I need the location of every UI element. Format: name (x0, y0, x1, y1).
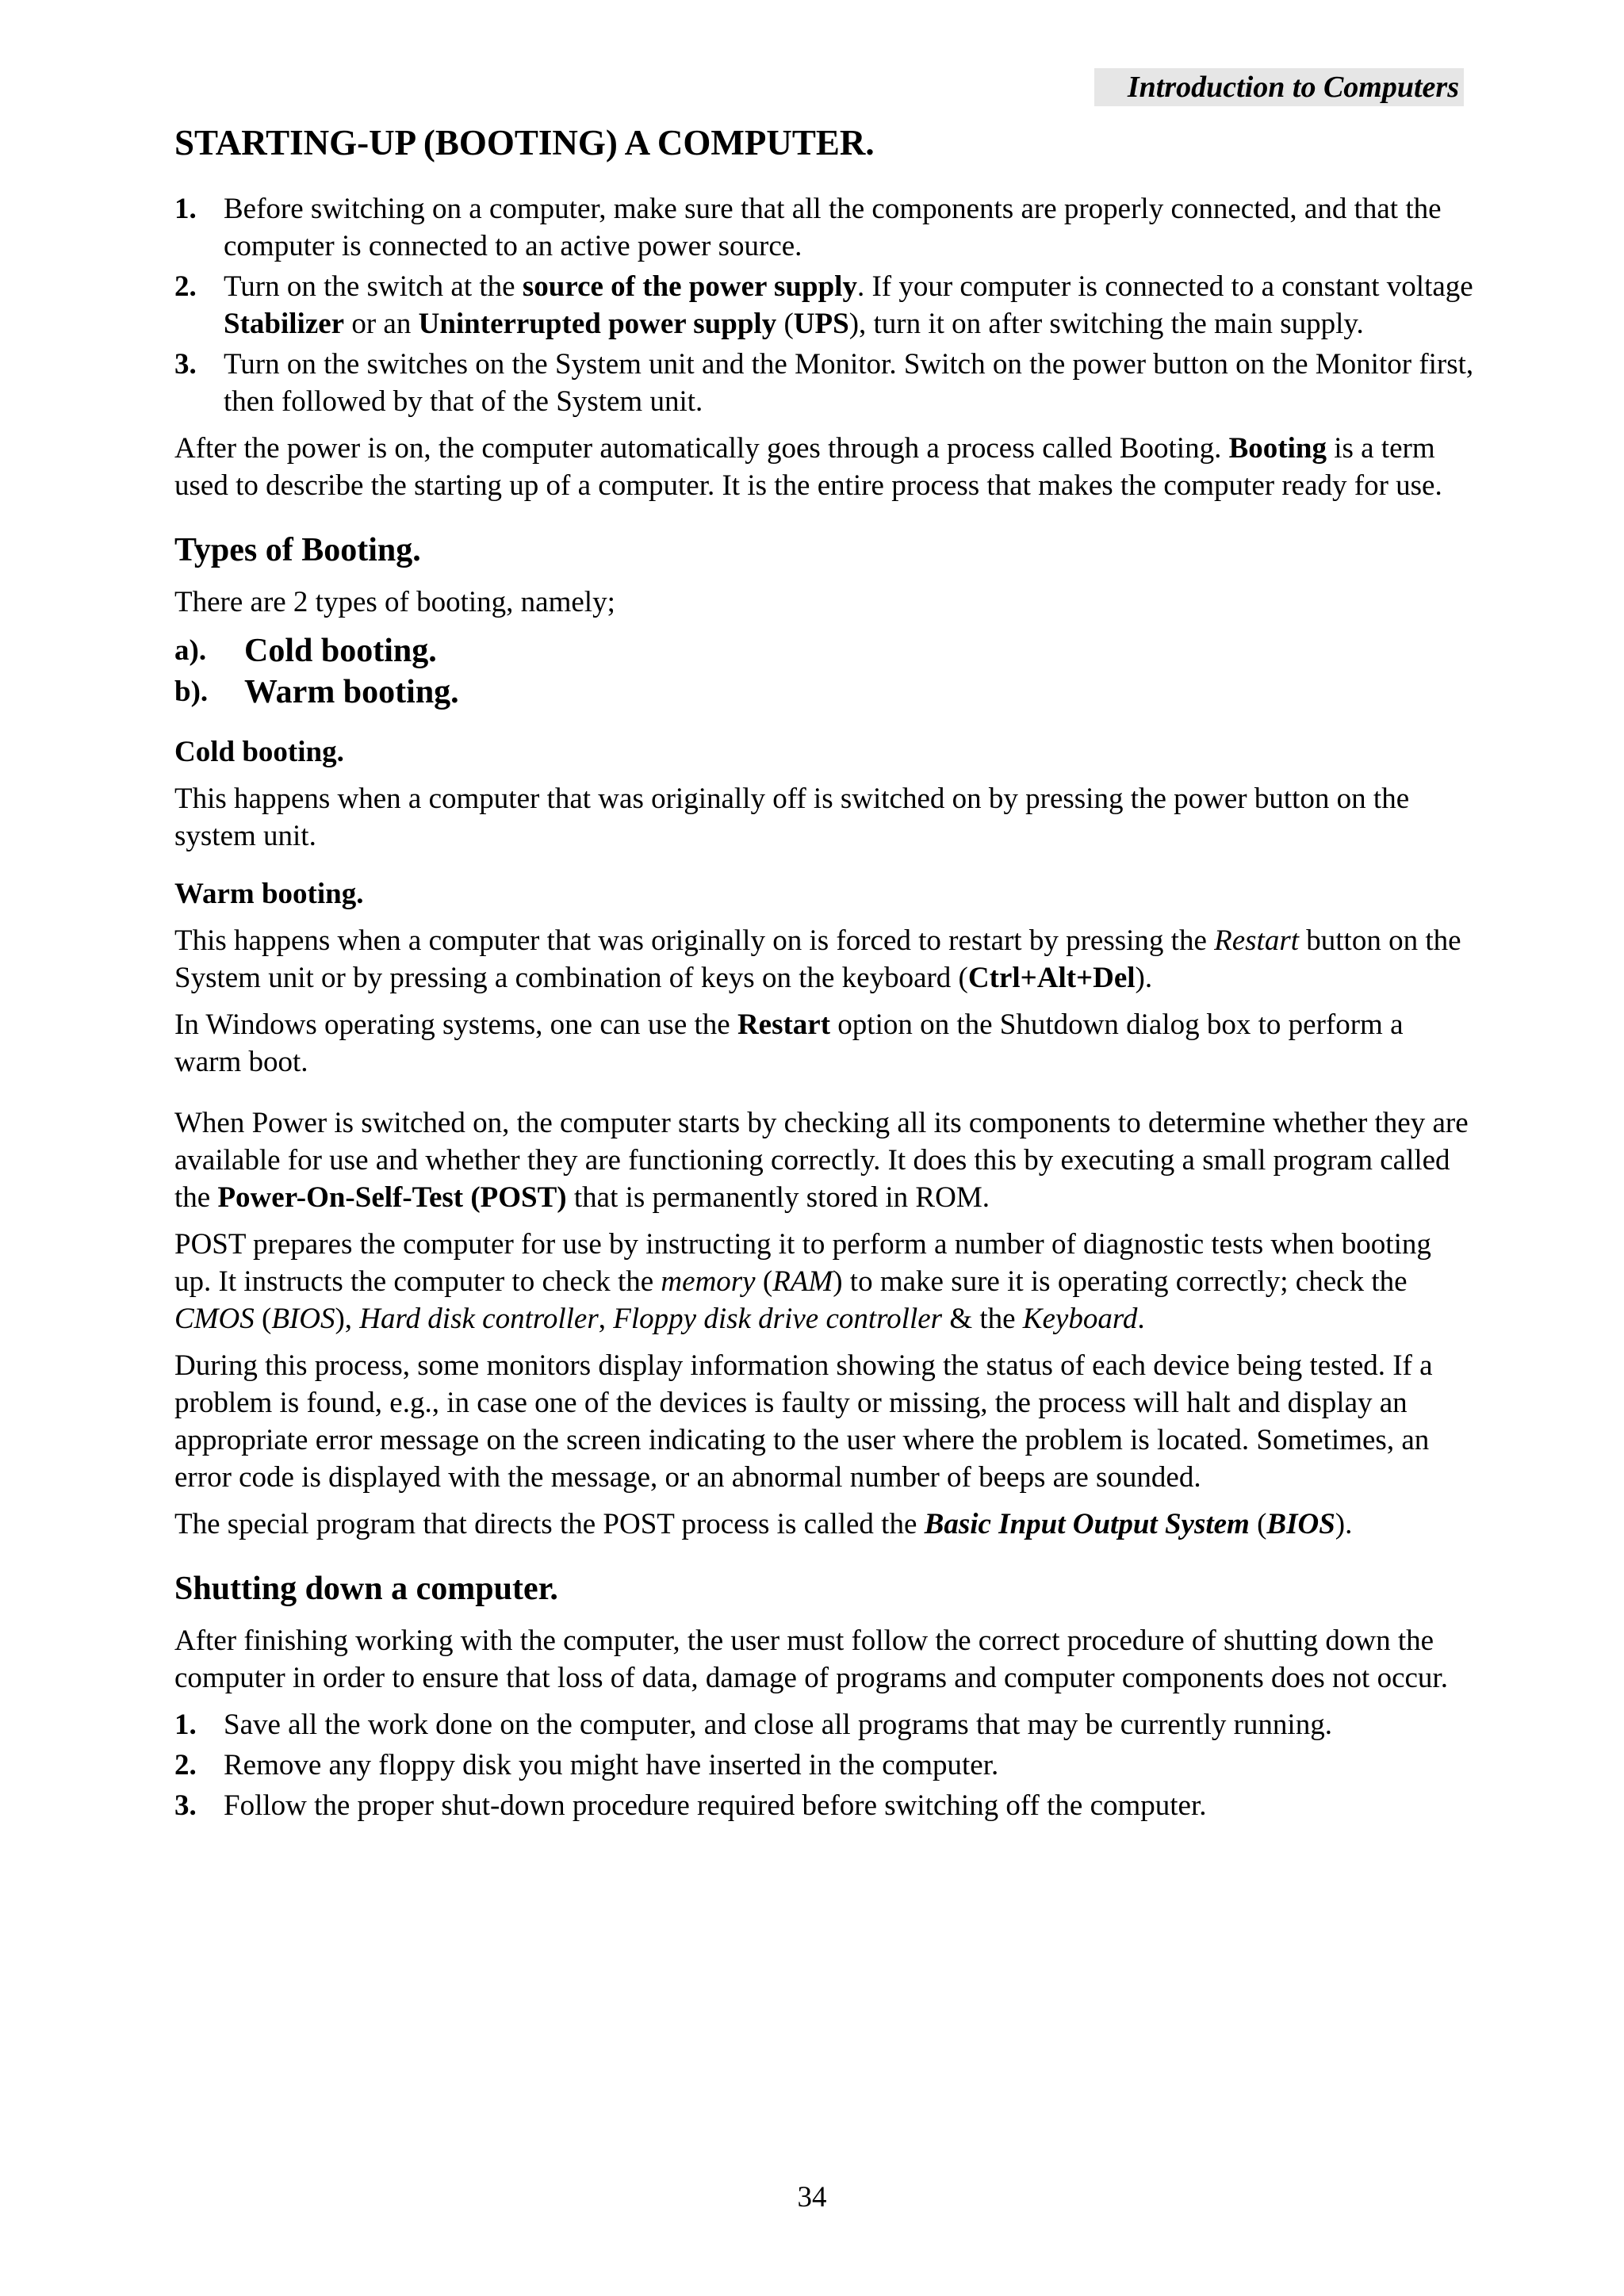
warm-booting-windows-text: In Windows operating systems, one can use the Restart option on the Shutdown dialog box to perform a warm boot. (174, 1008, 1404, 1078)
startup-steps-list (174, 190, 1475, 420)
warm-booting-text: This happens when a computer that was originally on is forced to restart by pressing the Restart button on the System unit or by pressing a combination of keys on the keyboard (Ctrl+Alt+Del). (174, 924, 1461, 994)
section-heading-shutdown: Shutting down a computer. (174, 1571, 558, 1607)
page-title: STARTING-UP (BOOTING) A COMPUTER. (174, 123, 875, 163)
page-content (174, 119, 1475, 1834)
shutdown-intro: After finishing working with the computer, the user must follow the correct procedure of shutting down the computer in order to ensure that loss of data, damage of programs and computer components does not occur. (174, 1624, 1448, 1694)
page-number: 34 (797, 2181, 827, 2214)
shutdown-steps-list (174, 1706, 1475, 1824)
list-item: 2. Turn on the switch at the source of the power supply. If your computer is connected to a constant voltage Stabilizer or an Uninterrupted power supply (UPS), turn it on after switching the main supply. (174, 268, 1475, 342)
post-paragraph-1: When Power is switched on, the computer starts by checking all its components to determine whether they are available for use and whether they are functioning correctly. It does this by executing a small program called the Power-On-Self-Test (POST) that is permanently stored in ROM. (174, 1107, 1469, 1214)
post-paragraph-2: POST prepares the computer for use by instructing it to perform a number of diagnostic tests when booting up. It instructs the computer to check the memory (RAM) to make sure it is operating correctly; check the CMOS (BIOS), Hard disk controller, Floppy disk drive controller & the Keyboard. (174, 1228, 1431, 1335)
list-item: b). Warm booting. (174, 674, 459, 710)
post-paragraph-3: During this process, some monitors display information showing the status of each device being tested. If a problem is found, e.g., in case one of the devices is faulty or missing, the process will halt and display an appropriate error message on the screen indicating to the user where the problem is located. Sometimes, an error code is displayed with the message, or an abnormal number of beeps are sounded. (174, 1349, 1433, 1494)
list-item: 3. Turn on the switches on the System unit and the Monitor. Switch on the power button on the Monitor first, then followed by that of the System unit. (174, 346, 1475, 420)
list-number: 3. (174, 348, 197, 381)
list-item: 1. Before switching on a computer, make sure that all the components are properly connected, and that the computer is connected to an active power source. (174, 190, 1475, 265)
booting-types-list (174, 630, 1475, 713)
list-number: 2. (174, 1749, 197, 1781)
list-item: 1. Save all the work done on the computer, and close all programs that may be currently running. (174, 1706, 1475, 1743)
list-number: 2. (174, 270, 197, 303)
list-number: 1. (174, 1709, 197, 1741)
subheading-warm-booting: Warm booting. (174, 878, 364, 910)
subheading-cold-booting: Cold booting. (174, 736, 344, 768)
booting-paragraph: After the power is on, the computer automatically goes through a process called Booting. Booting is a term used to describe the starting up of a computer. It is the entire process that makes the computer ready for use. (174, 432, 1442, 502)
list-item: a). Cold booting. (174, 633, 437, 669)
cold-booting-text: This happens when a computer that was originally off is switched on by pressing the power button on the system unit. (174, 783, 1410, 852)
types-intro: There are 2 types of booting, namely; (174, 586, 615, 618)
post-paragraph-4: The special program that directs the POST process is called the Basic Input Output System (BIOS). (174, 1508, 1353, 1540)
list-number: 1. (174, 193, 197, 225)
list-number: 3. (174, 1789, 197, 1822)
running-header: Introduction to Computers (1094, 68, 1464, 106)
section-heading-types: Types of Booting. (174, 532, 421, 568)
list-item: 2. Remove any floppy disk you might have inserted in the computer. (174, 1747, 1475, 1784)
list-item: 3. Follow the proper shut-down procedure required before switching off the computer. (174, 1787, 1475, 1824)
